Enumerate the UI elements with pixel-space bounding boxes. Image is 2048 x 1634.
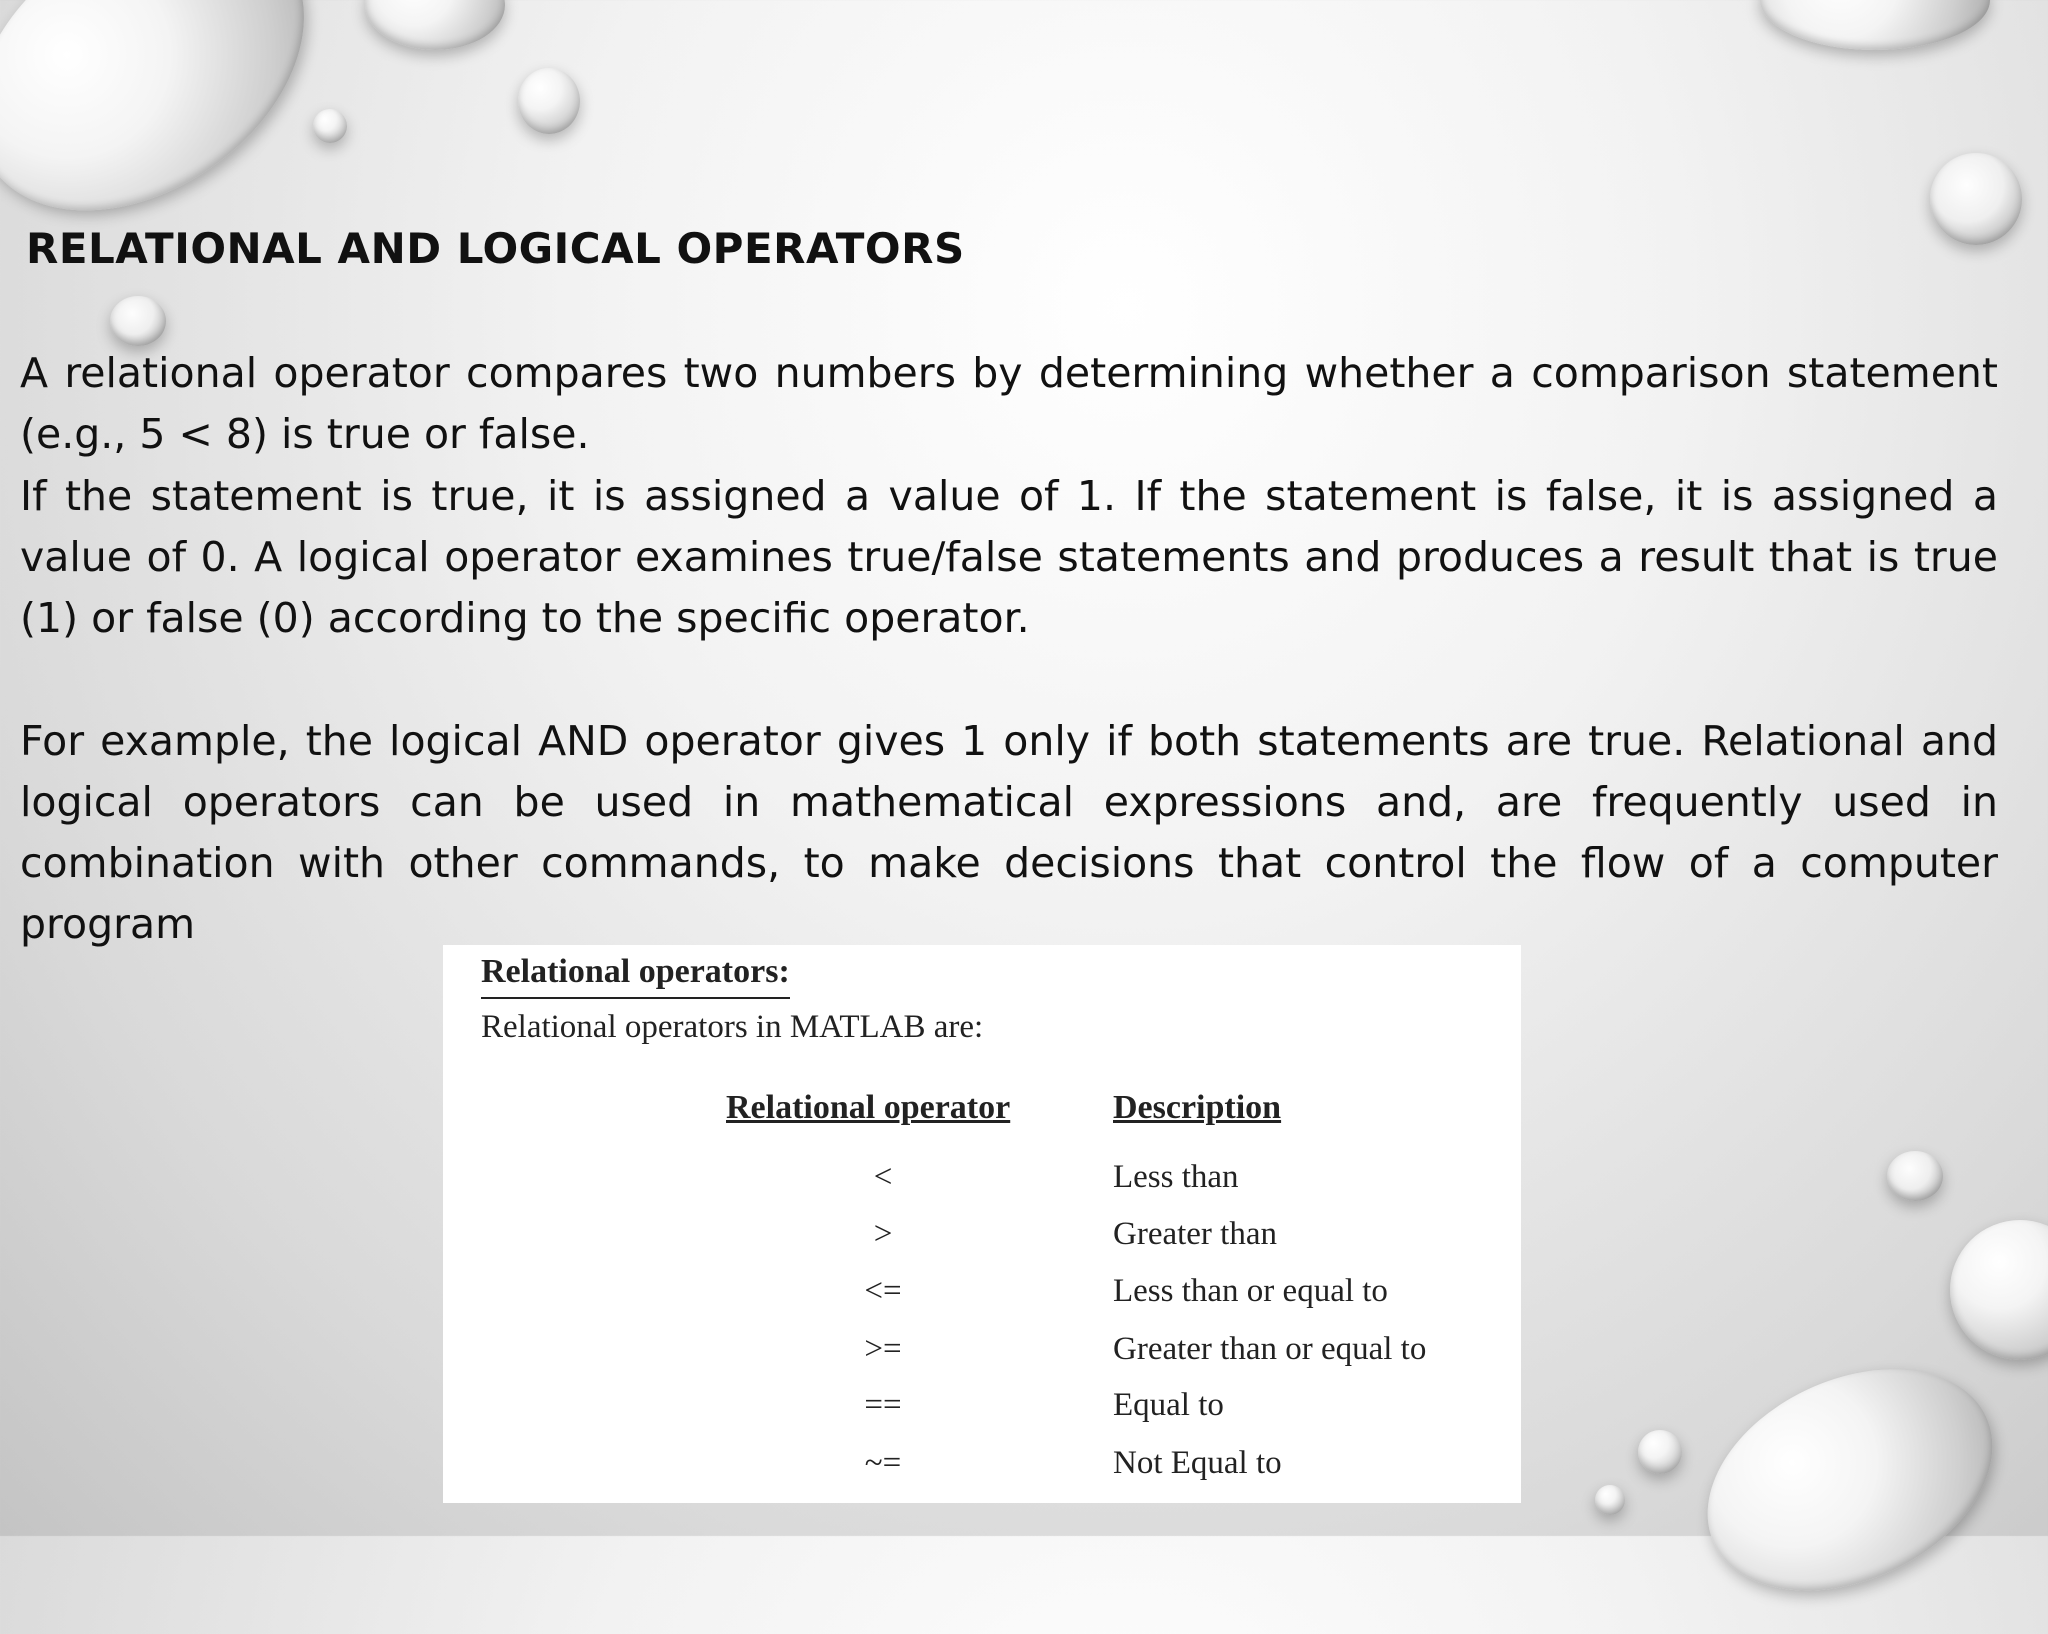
water-drop-decoration bbox=[1638, 1430, 1682, 1474]
water-drop-decoration bbox=[1760, 0, 1990, 50]
water-drop-decoration bbox=[110, 296, 166, 346]
water-drop-decoration bbox=[1672, 1326, 2028, 1634]
operator-symbol: < bbox=[873, 1159, 893, 1195]
table-row bbox=[443, 1216, 1521, 1272]
panel-title: Relational operators: bbox=[481, 953, 790, 999]
water-drop-decoration bbox=[1887, 1151, 1943, 1201]
table-row bbox=[443, 1159, 1521, 1215]
water-drop-decoration bbox=[365, 0, 505, 50]
operator-symbol: ~= bbox=[864, 1445, 902, 1481]
operator-symbol: == bbox=[864, 1387, 902, 1423]
table-row bbox=[443, 1387, 1521, 1443]
water-drop-decoration bbox=[313, 109, 347, 143]
operator-description: Greater than bbox=[1113, 1216, 1277, 1252]
operator-description: Greater than or equal to bbox=[1113, 1331, 1427, 1367]
operator-description: Not Equal to bbox=[1113, 1445, 1282, 1481]
table-row bbox=[443, 1331, 1521, 1387]
panel-intro: Relational operators in MATLAB are: bbox=[481, 1009, 984, 1045]
operator-description: Less than or equal to bbox=[1113, 1273, 1388, 1309]
operator-description: Less than bbox=[1113, 1159, 1239, 1195]
operator-symbol: > bbox=[873, 1216, 893, 1252]
water-drop-decoration bbox=[1930, 153, 2022, 245]
operator-symbol: <= bbox=[864, 1273, 902, 1309]
table-row bbox=[443, 1445, 1521, 1501]
water-drop-decoration bbox=[1595, 1485, 1625, 1515]
paragraph-relational-definition: A relational operator compares two numbers by determining whether a comparison statement (e.g., 5 < 8) is true or false. bbox=[20, 349, 1998, 458]
operator-description: Equal to bbox=[1113, 1387, 1224, 1423]
paragraph-logical-definition: If the statement is true, it is assigned a value of 1. If the statement is false, it is assigned a value of 0. A logical operator examines true/false statements and produces a result that is true (1) or false (0) according to the specific operator. bbox=[20, 472, 1998, 642]
relational-operators-panel bbox=[443, 945, 1521, 1503]
water-drop-decoration bbox=[1950, 1220, 2048, 1360]
slide-title: RELATIONAL AND LOGICAL OPERATORS bbox=[26, 224, 965, 273]
table-row bbox=[443, 1273, 1521, 1329]
paragraph-example: For example, the logical AND operator gives 1 only if both statements are true. Relational and logical operators can be used in mathematical expressions and, are frequently used in combination with other commands, to make decisions that control the flow of a computer program bbox=[20, 717, 1998, 948]
water-drop-decoration bbox=[518, 68, 580, 134]
column-header-description: Description bbox=[1113, 1089, 1282, 1126]
operator-symbol: >= bbox=[864, 1331, 902, 1367]
column-header-operator: Relational operator bbox=[726, 1089, 1011, 1126]
